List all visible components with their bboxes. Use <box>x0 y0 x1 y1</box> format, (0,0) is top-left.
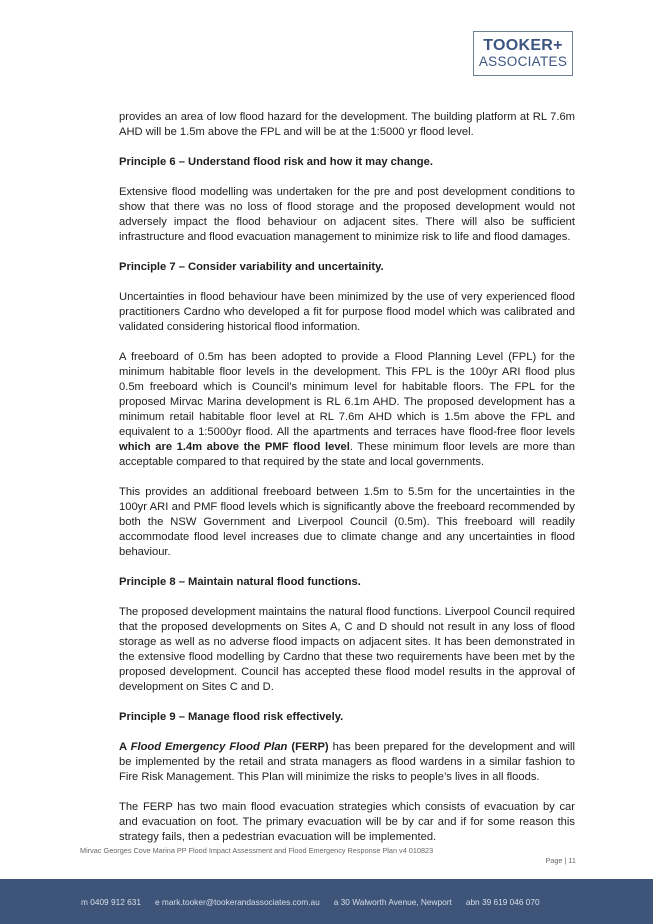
paragraph-4-text-c: . These minimum floor levels are more than acceptable compared to that required by the state and local governments. <box>119 441 575 468</box>
paragraph-4 <box>119 350 575 470</box>
page-number: Page | 11 <box>545 856 576 865</box>
paragraph-3: Uncertainties in flood behaviour have been minimized by the use of very experienced flood practitioners Cardno who developed a fit for purpose flood model which was calibrated and validated considering historical flood information. <box>119 291 575 333</box>
paragraph-7-ferp: (FERP) <box>287 741 329 753</box>
heading-principle-7: Principle 7 – Consider variability and uncertainity. <box>119 261 384 273</box>
logo-top-text: TOOKER+ <box>483 37 563 54</box>
heading-principle-9: Principle 9 – Manage flood risk effectively. <box>119 711 344 723</box>
paragraph-7 <box>119 740 575 785</box>
contact-email: e mark.tooker@tookerandassociates.com.au <box>154 896 320 907</box>
company-logo <box>473 31 573 76</box>
heading-principle-8: Principle 8 – Maintain natural flood functions. <box>119 576 361 588</box>
footer-document-title: Mirvac Georges Cove Marina PP Flood Impact Assessment and Flood Emergency Response Plan v4 010823 <box>80 846 434 855</box>
paragraph-7-plan-name: Flood Emergency Flood Plan <box>130 741 288 753</box>
paragraph-2: Extensive flood modelling was undertaken for the pre and post development conditions to show that there was no loss of flood storage and the proposed development would not adversely impact the flood behaviour on adjacent sites. There will also be sufficient infrastructure and flood evacuation management to minimize risk to life and flood damages. <box>119 186 575 243</box>
logo-bottom-text: ASSOCIATES <box>478 54 568 69</box>
paragraph-4-text-a: A freeboard of 0.5m has been adopted to provide a Flood Planning Level (FPL) for the minimum habitable floor levels in the development. This FPL is the 100yr ARI flood plus 0.5m freeboard which is Council’s minimum level for habitable floors. The FPL for the proposed Mirvac Marina development is RL 6.1m AHD. The proposed development has a minimum retail habitable floor level at RL 7.6m AHD which is 1.5m above the FPL and equivalent to a 1:5000yr flood. All the apartments and terraces have flood-free floor levels <box>119 351 575 438</box>
document-body <box>119 110 575 860</box>
paragraph-6: The proposed development maintains the natural flood functions. Liverpool Council required that the proposed developments on Sites A, C and D should not result in any loss of flood storage as well as no adverse flood impacts on adjacent sites. It has been demonstrated in the extensive flood modelling by Cardno that these two requirements have been met by the proposed development. Council has accepted these flood model results in the approval of development on Sites C and D. <box>119 606 575 693</box>
paragraph-7-a: A <box>119 741 131 753</box>
paragraph-8: The FERP has two main flood evacuation strategies which consists of evacuation by car and evacuation on foot. The primary evacuation will be by car and if for some reason this strategy fails, then a pedestrian evacuation will be implemented. <box>119 801 575 843</box>
contact-address: a 30 Walworth Avenue, Newport <box>333 896 452 907</box>
paragraph-1: provides an area of low flood hazard for the development. The building platform at RL 7.6m AHD will be 1.5m above the FPL and will be at the 1:5000 yr flood level. <box>119 111 575 138</box>
paragraph-4-bold: which are 1.4m above the PMF flood level <box>119 441 350 453</box>
paragraph-5: This provides an additional freeboard between 1.5m to 5.5m for the uncertainties in the 100yr ARI and PMF flood levels which is significantly above the freeboard recommended by both the NSW Government and Liverpool Council (0.5m). This freeboard will readily accommodate flood level increases due to climate change and any uncertainties in flood behaviour. <box>119 486 575 558</box>
contact-abn: abn 39 619 046 070 <box>465 896 540 907</box>
contact-bar <box>0 879 653 924</box>
paragraph-7-text: has been prepared for the development and will be implemented by the retail and strata managers as flood wardens in a similar fashion to Fire Risk Management. This Plan will minimize the risks to people’s lives in all floods. <box>119 741 575 783</box>
contact-phone: m 0409 912 631 <box>81 896 141 907</box>
heading-principle-6: Principle 6 – Understand flood risk and how it may change. <box>119 156 433 168</box>
